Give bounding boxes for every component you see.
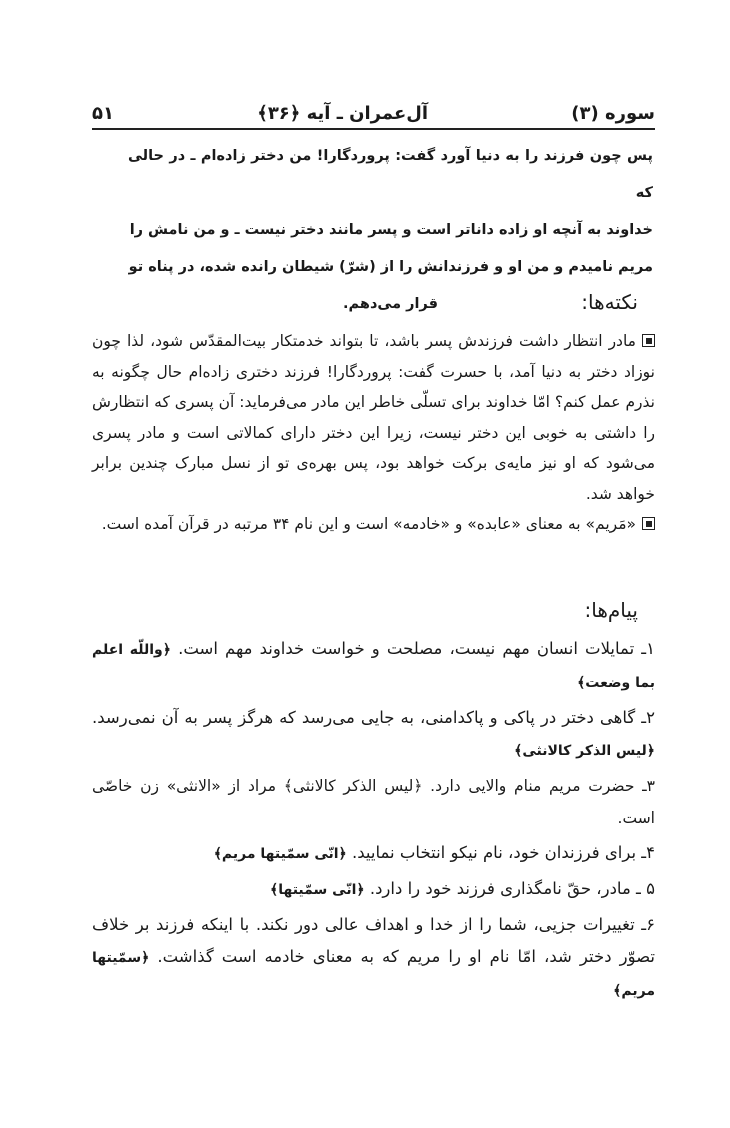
- header-divider: [92, 128, 655, 130]
- surah-verse-title: آل‌عمران ـ آیه ﴿۳۶﴾: [257, 103, 429, 124]
- message-text: ۳ـ حضرت مریم منام والایی دارد. ﴿لیس الذکر کالانثی﴾ مراد از «الانثی» زن خاصّی است.: [92, 777, 655, 827]
- message-verse: ﴿سمّیتها مریم﴾: [92, 950, 655, 999]
- message-item: [92, 770, 655, 834]
- verse-translation: [128, 138, 653, 323]
- note-text: مادر انتظار داشت فرزندش پسر باشد، تا بتواند خدمتکار بیت‌المقدّس شود، لذا چون نوزاد دختر به دنیا آمد، با حسرت گفت: پروردگارا! فرزند دختری زاده‌ام حال چگونه به نذرم عمل کنم؟ امّا خداوند برای تسلّی خاطر این مادر می‌فرماید: آن پسری که انتظارش را داشتی به خوبی این دختر نیست، زیرا این دختر دارای کمالاتی است و مادر پسری می‌شود که او نیز مایه‌ی برکت خواهد بود، پس بهره‌ی تو از نسل مبارک چندین برابر خواهد شد.: [92, 332, 655, 503]
- note-item: [92, 509, 655, 540]
- messages-list: [92, 633, 655, 1010]
- square-bullet-icon: [642, 517, 655, 530]
- surah-label: سوره (۳): [571, 103, 655, 124]
- message-text: ۶ـ تغییرات جزیی، شما را از خدا و اهداف عالی دور نکند. با اینکه فرزند بر خلاف تصوّر دختر شد، امّا نام او را مریم که به معنای خادمه است گذاشت.: [92, 915, 655, 966]
- notes-heading: نکته‌ها:: [581, 290, 638, 314]
- note-text: «مَریم» به معنای «عابده» و «خادمه» است و این نام ۳۴ مرتبه در قرآن آمده است.: [101, 515, 636, 533]
- message-text: ۴ـ برای فرزندان خود، نام نیکو انتخاب نمایید.: [346, 843, 655, 862]
- translation-line: مریم نامیدم و من او و فرزندانش را از (شرّ) شیطان رانده شده، در پناه تو: [128, 259, 653, 275]
- page-header: [92, 90, 655, 124]
- page-number: ۵۱: [92, 103, 114, 124]
- message-item: [92, 837, 655, 870]
- message-item: [92, 909, 655, 1007]
- message-verse: ﴿واللّه اعلم بما وضعت﴾: [92, 642, 655, 691]
- messages-heading: پیام‌ها:: [584, 598, 638, 622]
- message-text: ۵ ـ مادر، حقّ نامگذاری فرزند خود را دارد.: [364, 879, 655, 898]
- message-verse: ﴿انّی سمّیتها﴾: [270, 882, 365, 898]
- message-text: ۲ـ گاهی دختر در پاکی و پاکدامنی، به جایی می‌رسد که هرگز پسر به آن نمی‌رسد.: [92, 708, 655, 727]
- message-text: ۱ـ تمایلات انسان مهم نیست، مصلحت و خواست خداوند مهم است.: [170, 639, 655, 658]
- message-item: [92, 702, 655, 767]
- note-item: [92, 326, 655, 509]
- translation-line: قرار می‌دهم.: [343, 296, 438, 312]
- message-item: [92, 633, 655, 699]
- square-bullet-icon: [642, 334, 655, 347]
- translation-line: پس چون فرزند را به دنیا آورد گفت: پروردگارا! من دختر زاده‌ام ـ در حالی که: [128, 148, 653, 201]
- message-verse: ﴿انّی سمّیتها مریم﴾: [213, 846, 347, 862]
- message-item: [92, 873, 655, 906]
- translation-line: خداوند به آنچه او زاده داناتر است و پسر مانند دختر نیست ـ و من نامش را: [129, 222, 653, 238]
- message-verse: ﴿لیس الذکر کالانثی﴾: [514, 743, 655, 759]
- notes-list: [92, 326, 655, 540]
